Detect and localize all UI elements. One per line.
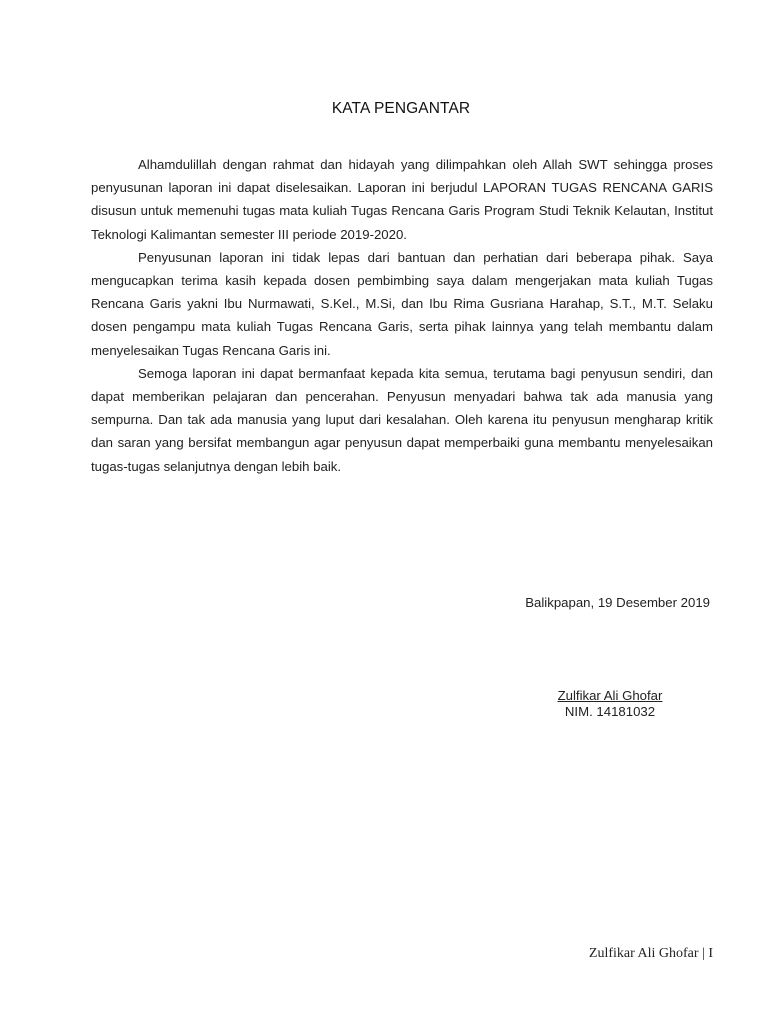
- page-title: KATA PENGANTAR: [331, 100, 471, 117]
- paragraph-2: Penyusunan laporan ini tidak lepas dari bantuan dan perhatian dari beberapa pihak. Saya mengucapkan terima kasih kepada dosen pembimbing saya dalam mengerjakan mata kuliah Tugas Rencana Garis yakni Ibu Nurmawati, S.Kel., M.Si, dan Ibu Rima Gusriana Harahap, S.T., M.T. Selaku dosen pengampu mata kuliah Tugas Rencana Garis, serta pihak lainnya yang telah membantu dalam menyelesaikan Tugas Rencana Garis ini.: [91, 249, 713, 358]
- signer-name: Zulfikar Ali Ghofar: [557, 688, 663, 703]
- signature-block: [540, 688, 680, 720]
- place-date: Balikpapan, 19 Desember 2019: [525, 595, 710, 610]
- signer-id: NIM. 14181032: [564, 704, 656, 719]
- paragraph-3: Semoga laporan ini dapat bermanfaat kepada kita semua, terutama bagi penyusun sendiri, dan dapat memberikan pelajaran dan pencerahan. Penyusun menyadari bahwa tak ada manusia yang sempurna. Dan tak ada manusia yang luput dari kesalahan. Oleh karena itu penyusun mengharap kritik dan saran yang bersifat membangun agar penyusun dapat memperbaiki guna membantu menyelesaikan tugas-tugas selanjutnya dengan lebih baik.: [91, 365, 713, 474]
- paragraph-1: Alhamdulillah dengan rahmat dan hidayah yang dilimpahkan oleh Allah SWT sehingga proses penyusunan laporan ini dapat diselesaikan. Laporan ini berjudul LAPORAN TUGAS RENCANA GARIS disusun untuk memenuhi tugas mata kuliah Tugas Rencana Garis Program Studi Teknik Kelautan, Institut Teknologi Kalimantan semester III periode 2019-2020.: [91, 157, 713, 242]
- page-footer: Zulfikar Ali Ghofar | I: [588, 946, 713, 961]
- document-body: [91, 153, 713, 478]
